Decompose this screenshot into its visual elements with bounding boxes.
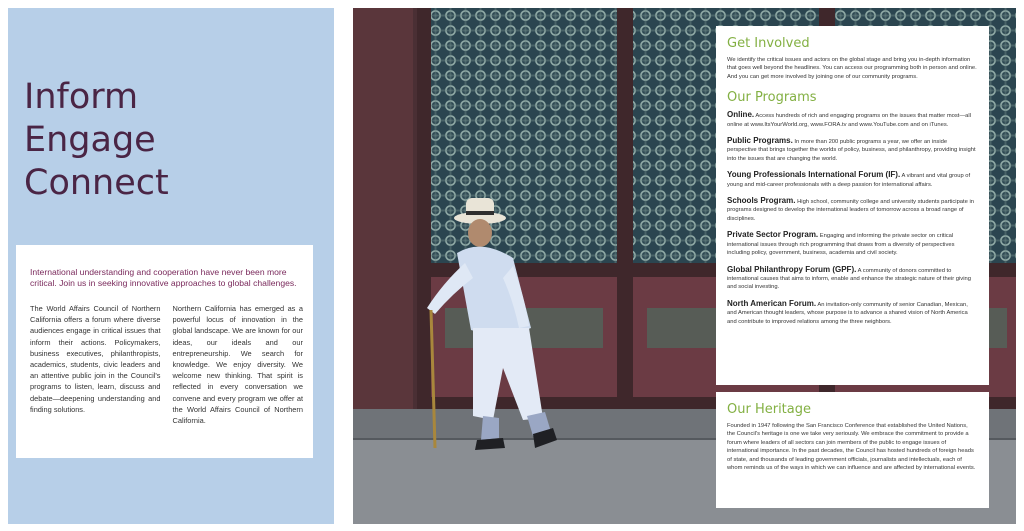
program-desc: A community of donors committed to international causes that aims to inform, enable and enhance the strategic nature of their giving and social investing. — [727, 267, 971, 291]
program-item — [727, 171, 977, 189]
program-desc: High school, community college and university students participate in programs designed to develop the international leaders of tomorrow across a broad range of disciplines. — [727, 199, 974, 222]
get-involved-title: Get Involved — [727, 36, 810, 51]
lattice-panel-left — [431, 8, 617, 263]
program-name: Online. — [727, 110, 755, 120]
program-name: Young Professionals International Forum (IF). — [727, 170, 901, 180]
program-name: Schools Program. — [727, 196, 796, 206]
heritage-text: Founded in 1947 following the San Francisco Conference that established the United Nations, the Council's heritage is one we take very seriously. We embrace the commitment to provide a forum where leaders of all sectors can join members of the public to engage issues of international importance. In the past decades, the Council has hosted hundreds of foreign heads of state, and thousands of leading government officials, journalists and intellectuals, each of whom reminds us of the ways in which we can influence and are affected by international events. — [727, 423, 976, 472]
program-desc: In more than 200 public programs a year, we offer an inside perspective that brings together the worlds of policy, business, and philanthropy, providing insight into the issues that are changing the world. — [727, 139, 976, 162]
program-item — [727, 197, 977, 223]
program-name: Public Programs. — [727, 136, 793, 146]
program-desc: Engaging and informing the private sector on critical international issues through rich programming that draws from a diversity of perspectives including policy, government, business, academia and civil society. — [727, 233, 955, 257]
program-item — [727, 231, 977, 257]
program-item — [727, 300, 977, 326]
program-desc: Access hundreds of rich and engaging programs on the issues that matter most—all online at www.ItsYourWorld.org, www.FORA.tv and www.YouTube.com and on iTunes. — [727, 113, 971, 128]
intro-column-1: The World Affairs Council of Northern California offers a forum where diverse audiences engage in critical issues that inform their actions. Policymakers, business executives, philanthropists, academics, students, civic leaders and an attentive public join in the Council's programs to listen, learn, discuss and debate—deepening understanding and finding solutions. — [30, 304, 161, 414]
headline-inform: Inform — [24, 77, 139, 117]
heritage-card — [716, 392, 989, 508]
intro-column-2: Northern California has emerged as a powerful locus of innovation in the global landscape. We are known for our ideas, our ideals and our entrepreneurship. We search for knowledge. We enjoy diversity. We welcome new thinking. That spirit is reflected in every conversation we convene and every program we offer at the World Affairs Council of Northern California. — [172, 304, 303, 426]
heritage-title: Our Heritage — [727, 402, 811, 417]
intro-card — [16, 245, 313, 458]
intro-lead: International understanding and cooperation have never been more critical. Join us in seeking innovative approaches to global challenges. — [30, 267, 297, 288]
program-name: North American Forum. — [727, 298, 817, 308]
headline — [24, 76, 169, 205]
program-item — [727, 266, 977, 292]
program-item — [727, 111, 977, 129]
headline-engage: Engage — [24, 120, 156, 160]
get-involved-text: We identify the critical issues and actors on the global stage and bring you in-depth information that goes well beyond the headlines. You can access our programming both in person and online. And you can get more involved by joining one of our community programs. — [727, 57, 977, 80]
program-item — [727, 137, 977, 163]
programs-title: Our Programs — [727, 90, 817, 106]
intro-columns — [30, 303, 303, 426]
left-panel — [8, 8, 334, 524]
programs-card — [716, 26, 989, 385]
program-name: Global Philanthropy Forum (GPF). — [727, 264, 857, 274]
program-desc: An invitation-only community of senior Canadian, Mexican, and American thought leaders, whose purpose is to advance a shared vision of North America and contribute to improved relations among the three neighbors. — [727, 301, 968, 325]
program-desc: A vibrant and vital group of young and mid-career professionals with a deep passion for international affairs. — [727, 173, 971, 188]
headline-connect: Connect — [24, 163, 169, 203]
program-name: Private Sector Program. — [727, 230, 819, 240]
